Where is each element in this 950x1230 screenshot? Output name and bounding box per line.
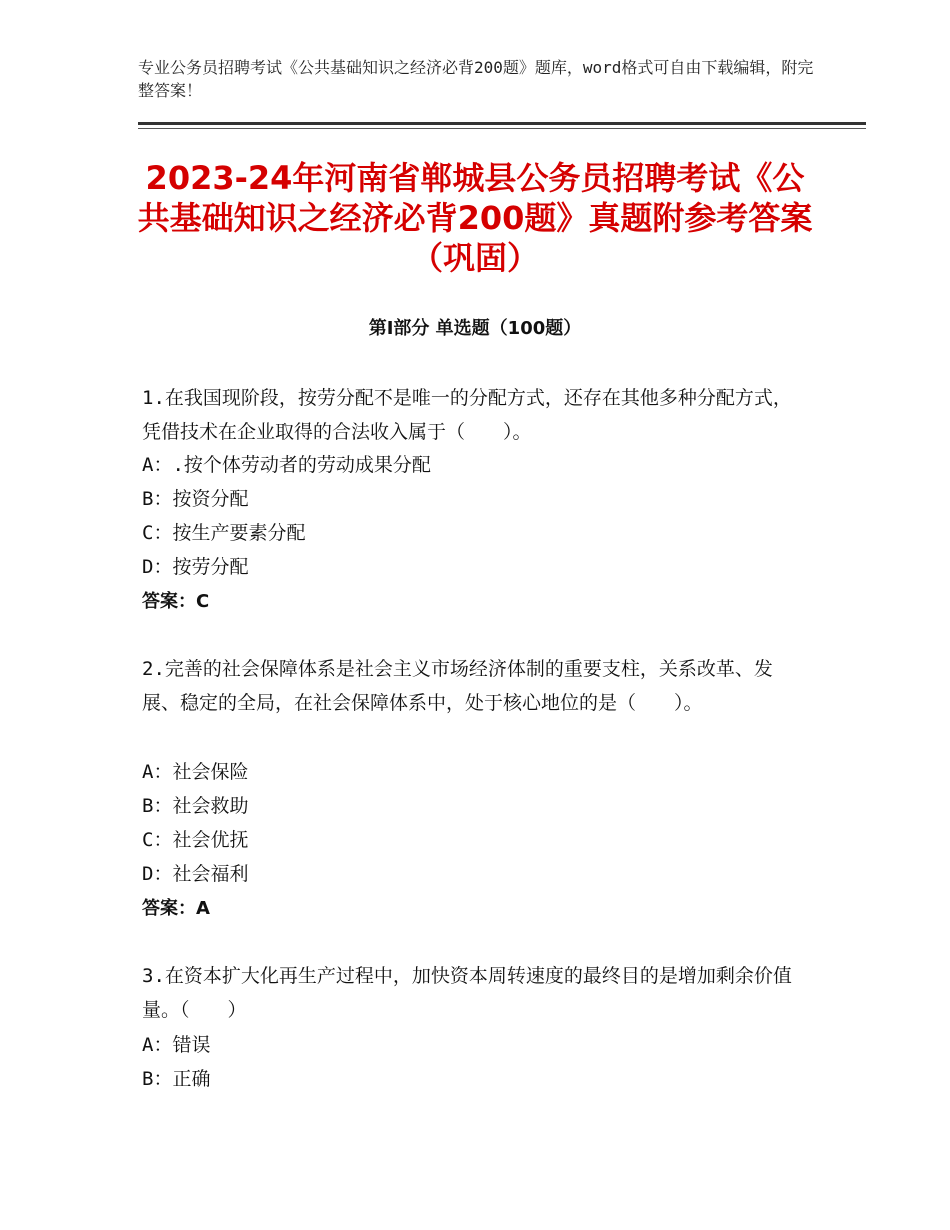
section-heading: 第Ⅰ部分 单选题（100题） xyxy=(368,318,582,339)
question-1-option-d: D：按劳分配 xyxy=(142,556,249,578)
question-2-text: 2.完善的社会保障体系是社会主义市场经济体制的重要支柱，关系改革、发展、稳定的全局，在社会保障体系中，处于核心地位的是（ ）。 xyxy=(142,658,773,714)
question-3-option-b: B：正确 xyxy=(142,1068,211,1090)
question-1-answer: 答案：C xyxy=(142,591,210,612)
question-2-option-b: B：社会救助 xyxy=(142,795,249,817)
question-2-answer: 答案：A xyxy=(142,898,210,919)
question-1-option-b: B：按资分配 xyxy=(142,488,249,510)
question-2-option-a: A：社会保险 xyxy=(142,761,249,783)
question-1-option-a: A：.按个体劳动者的劳动成果分配 xyxy=(142,454,431,476)
question-1-text: 1.在我国现阶段，按劳分配不是唯一的分配方式，还存在其他多种分配方式，凭借技术在企业取得的合法收入属于（ ）。 xyxy=(142,387,792,443)
question-3-option-a: A：错误 xyxy=(142,1034,211,1056)
question-3-text: 3.在资本扩大化再生产过程中，加快资本周转速度的最终目的是增加剩余价值量。（ ） xyxy=(142,965,792,1021)
header-note: 专业公务员招聘考试《公共基础知识之经济必背200题》题库，word格式可自由下载编辑，附完整答案！ xyxy=(138,58,814,100)
question-2-option-d: D：社会福利 xyxy=(142,863,249,885)
document-title: 2023-24年河南省郸城县公务员招聘考试《公共基础知识之经济必背200题》真题附参考答案（巩固） xyxy=(137,159,813,277)
header-rule-thin xyxy=(138,128,866,129)
question-1-option-c: C：按生产要素分配 xyxy=(142,522,306,544)
header-rule-thick xyxy=(138,122,866,125)
question-2-option-c: C：社会优抚 xyxy=(142,829,249,851)
